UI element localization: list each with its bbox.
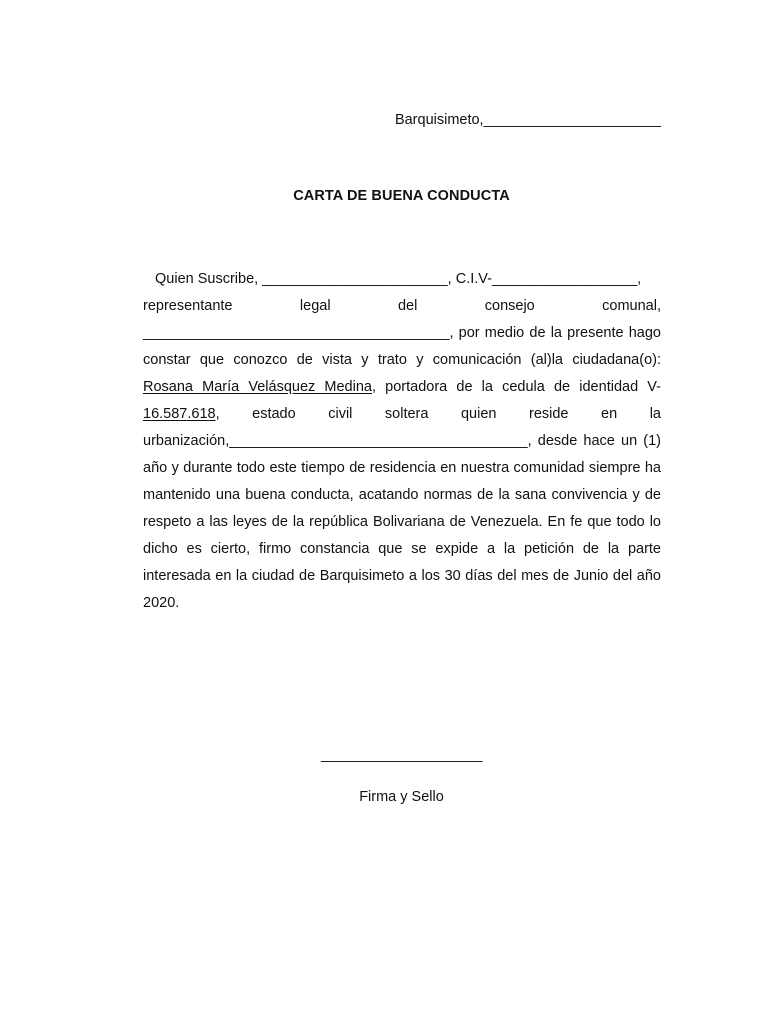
body-word: representante <box>143 298 233 314</box>
body-text-segment: ______________________________________, por medio de la presente hago constar que conozco de vista y trato y comunicación (al)la ciudadana(o): <box>143 325 661 368</box>
body-paragraph-main <box>143 320 661 617</box>
letter-body <box>143 266 661 617</box>
body-line-2 <box>143 293 661 320</box>
body-word: comunal, <box>602 298 661 314</box>
body-word: del <box>397 298 418 314</box>
signature-label: Firma y Sello <box>359 789 444 805</box>
body-word: consejo <box>484 298 535 314</box>
place-date-line: Barquisimeto,______________________ <box>394 112 661 128</box>
document-title: CARTA DE BUENA CONDUCTA <box>293 188 510 204</box>
body-text-segment: , portadora de la cedula de identidad V- <box>371 379 661 395</box>
body-word: legal <box>299 298 331 314</box>
citizen-name: Rosana María Velásquez Medina <box>143 379 372 395</box>
signature-line: ____________________ <box>321 747 483 763</box>
id-number: 16.587.618 <box>143 406 216 422</box>
body-line-1: Quien Suscribe, _______________________, C.I.V-__________________, <box>155 271 642 287</box>
body-text-segment: , estado civil soltera quien reside en la urbanización,_____________________________________, desde hace un (1) año y durante todo este tiempo de residencia en nuestra comunidad siempre ha mantenido una buena conducta, acatando normas de la sana convivencia y de respeto a las leyes de la república Bolivariana de Venezuela. En fe que todo lo dicho es cierto, firmo constancia que se expide a la petición de la parte interesada en la ciudad de Barquisimeto a los 30 días del mes de Junio del año 2020. <box>143 406 661 611</box>
